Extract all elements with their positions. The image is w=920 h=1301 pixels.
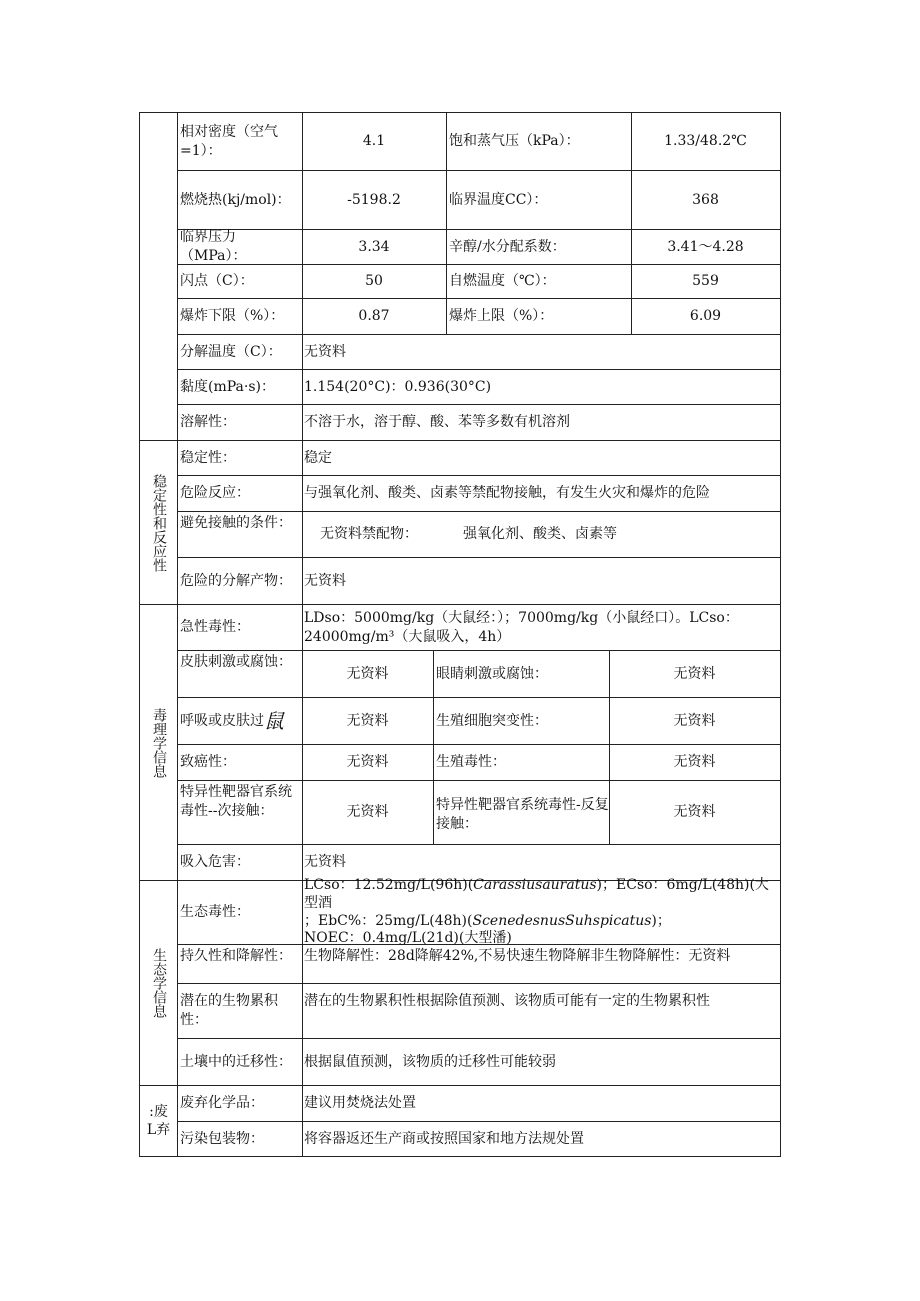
contaminated-package-value: 将容器返还生产商或按照国家和地方法规处置 [304,1130,584,1147]
section-toxicology: 毒理学信息 [150,707,167,778]
stot-single-value: 无资料 [346,804,389,821]
rel-density-value: 4.1 [362,133,386,150]
vapor-pressure-value: 1.33/48.2℃ [664,133,747,150]
resp-sensitization-text: 呼吸或皮肤过 [180,712,264,729]
decomp-temp-value: 无资料 [304,343,346,360]
soil-mobility-value: 根据鼠值预测，该物质的迁移性可能较弱 [304,1053,556,1070]
lel-value: 0.87 [358,308,390,325]
solubility-label: 溶解性： [180,414,236,431]
stot-repeat-label: 特异性靶器官系统毒性-反复接触： [436,796,609,832]
resp-sensitization-label [177,698,302,744]
bioaccumulation-label: 潜在的生物累积性： [180,993,278,1028]
uel-value: 6.09 [689,308,722,325]
vapor-pressure-label: 饱和蒸气压（kPa）： [449,133,580,150]
section-stability: 稳定性和反应性 [150,473,167,572]
reproductive-toxicity-label: 生殖毒性： [436,754,506,771]
persistence-value: 生物降解性：28d降解42%,不易快速生物降解非生物降解性：无资料 [304,948,731,964]
resp-sensitization-glyph: 鼠 [264,708,284,733]
combustion-heat-label: 燃烧热(kj/mol)： [180,191,291,208]
section-ecology: 生态学信息 [150,948,167,1018]
uel-label: 爆炸上限（%）： [449,308,554,325]
stability-value: 稳定 [304,449,332,466]
hazard-reaction-label: 危险反应： [180,485,250,502]
viscosity-value: 1.154(20°C)：0.936(30°C) [304,378,492,395]
aspiration-label: 吸入危害： [180,854,250,871]
reproductive-toxicity-value: 无资料 [673,754,716,771]
critical-temp-label: 临界温度CC）： [449,191,548,208]
avoid-conditions-value: 无资料禁配物： [320,526,418,543]
autoignition-label: 自燃温度（℃）： [449,273,556,290]
critical-pressure-value: 3.34 [358,238,390,255]
contaminated-package-label: 污染包装物： [180,1130,264,1147]
stot-repeat-value: 无资料 [673,804,716,821]
ecotoxicity-label: 生态毒性： [180,904,250,921]
decomp-products-value: 无资料 [304,572,346,589]
ecotoxicity-line-3: NOEC：0.4mg/L(21d)(大型潘) [304,930,512,947]
ecotoxicity-line-1: LCso：12.52mg/L(96h)(Carassiusauratus)；ECso：6mg/L(48h)(大型酒 [304,876,769,911]
critical-pressure-label: 临界压力（MPa）： [180,229,247,264]
hazard-reaction-value: 与强氧化剂、酸类、卤素等禁配物接触，有发生火灾和爆炸的危险 [304,485,710,502]
ecotoxicity-line-2: ；EbC%：25mg/L(48h)(ScenedesnusSuhspicatus)； [304,912,671,929]
incompatible-materials-value: 强氧化剂、酸类、卤素等 [463,526,617,543]
acute-toxicity-label: 急性毒性： [180,619,250,636]
acute-toxicity-value: LDso：5000mg/kg（大鼠经：）；7000mg/kg（小鼠经口）。LCso：24000mg/m³（大鼠吸入，4h） [304,610,739,645]
ecotoxicity-value [302,876,780,947]
decomp-products-label: 危险的分解产物： [180,572,292,589]
decomp-temp-label: 分解温度（C）： [180,343,282,360]
combustion-heat-value: -5198.2 [347,191,401,208]
waste-chemical-value: 建议用焚烧法处置 [304,1095,416,1112]
eye-irritation-value: 无资料 [673,665,716,682]
soil-mobility-label: 土壤中的迁移性： [180,1053,292,1070]
partition-label: 辛醇/水分配系数： [449,238,566,255]
critical-temp-value: 368 [692,191,719,208]
stot-single-label: 特异性靶器官系统毒性--次接触： [180,784,292,819]
flash-point-label: 闪点（C）： [180,273,254,290]
bioaccumulation-value: 潜在的生物累积性根据除值预测、该物质可能有一定的生物累积性 [304,993,710,1009]
viscosity-label: 黏度(mPa·s)： [180,378,275,395]
avoid-conditions-label: 避免接触的条件： [180,515,292,531]
autoignition-value: 559 [692,273,719,290]
carcinogenicity-label: 致癌性： [180,754,236,771]
carcinogenicity-value: 无资料 [346,754,389,771]
eye-irritation-label: 眼睛刺激或腐蚀： [436,665,548,682]
solubility-value: 不溶于水，溶于醇、酸、苯等多数有机溶剂 [304,414,570,431]
persistence-label: 持久性和降解性： [180,948,292,964]
section-disposal-line-2: L弃 [146,1122,171,1138]
aspiration-value: 无资料 [304,854,346,871]
waste-chemical-label: 废弃化学品： [180,1095,264,1112]
skin-irritation-label: 皮肤刺激或腐蚀： [180,654,292,670]
rel-density-label: 相对密度（空气=1）： [180,123,278,159]
stability-label: 稳定性： [180,449,236,466]
flash-point-value: 50 [365,273,383,290]
partition-value: 3.41～4.28 [667,238,744,255]
section-disposal [140,1086,177,1156]
lel-label: 爆炸下限（%）： [180,308,285,325]
germ-cell-label: 生殖细胞突变性： [436,712,548,729]
section-disposal-line-1: :废 [149,1103,168,1120]
resp-sensitization-value: 无资料 [346,712,389,729]
skin-irritation-value: 无资料 [346,665,389,682]
germ-cell-value: 无资料 [673,712,716,729]
